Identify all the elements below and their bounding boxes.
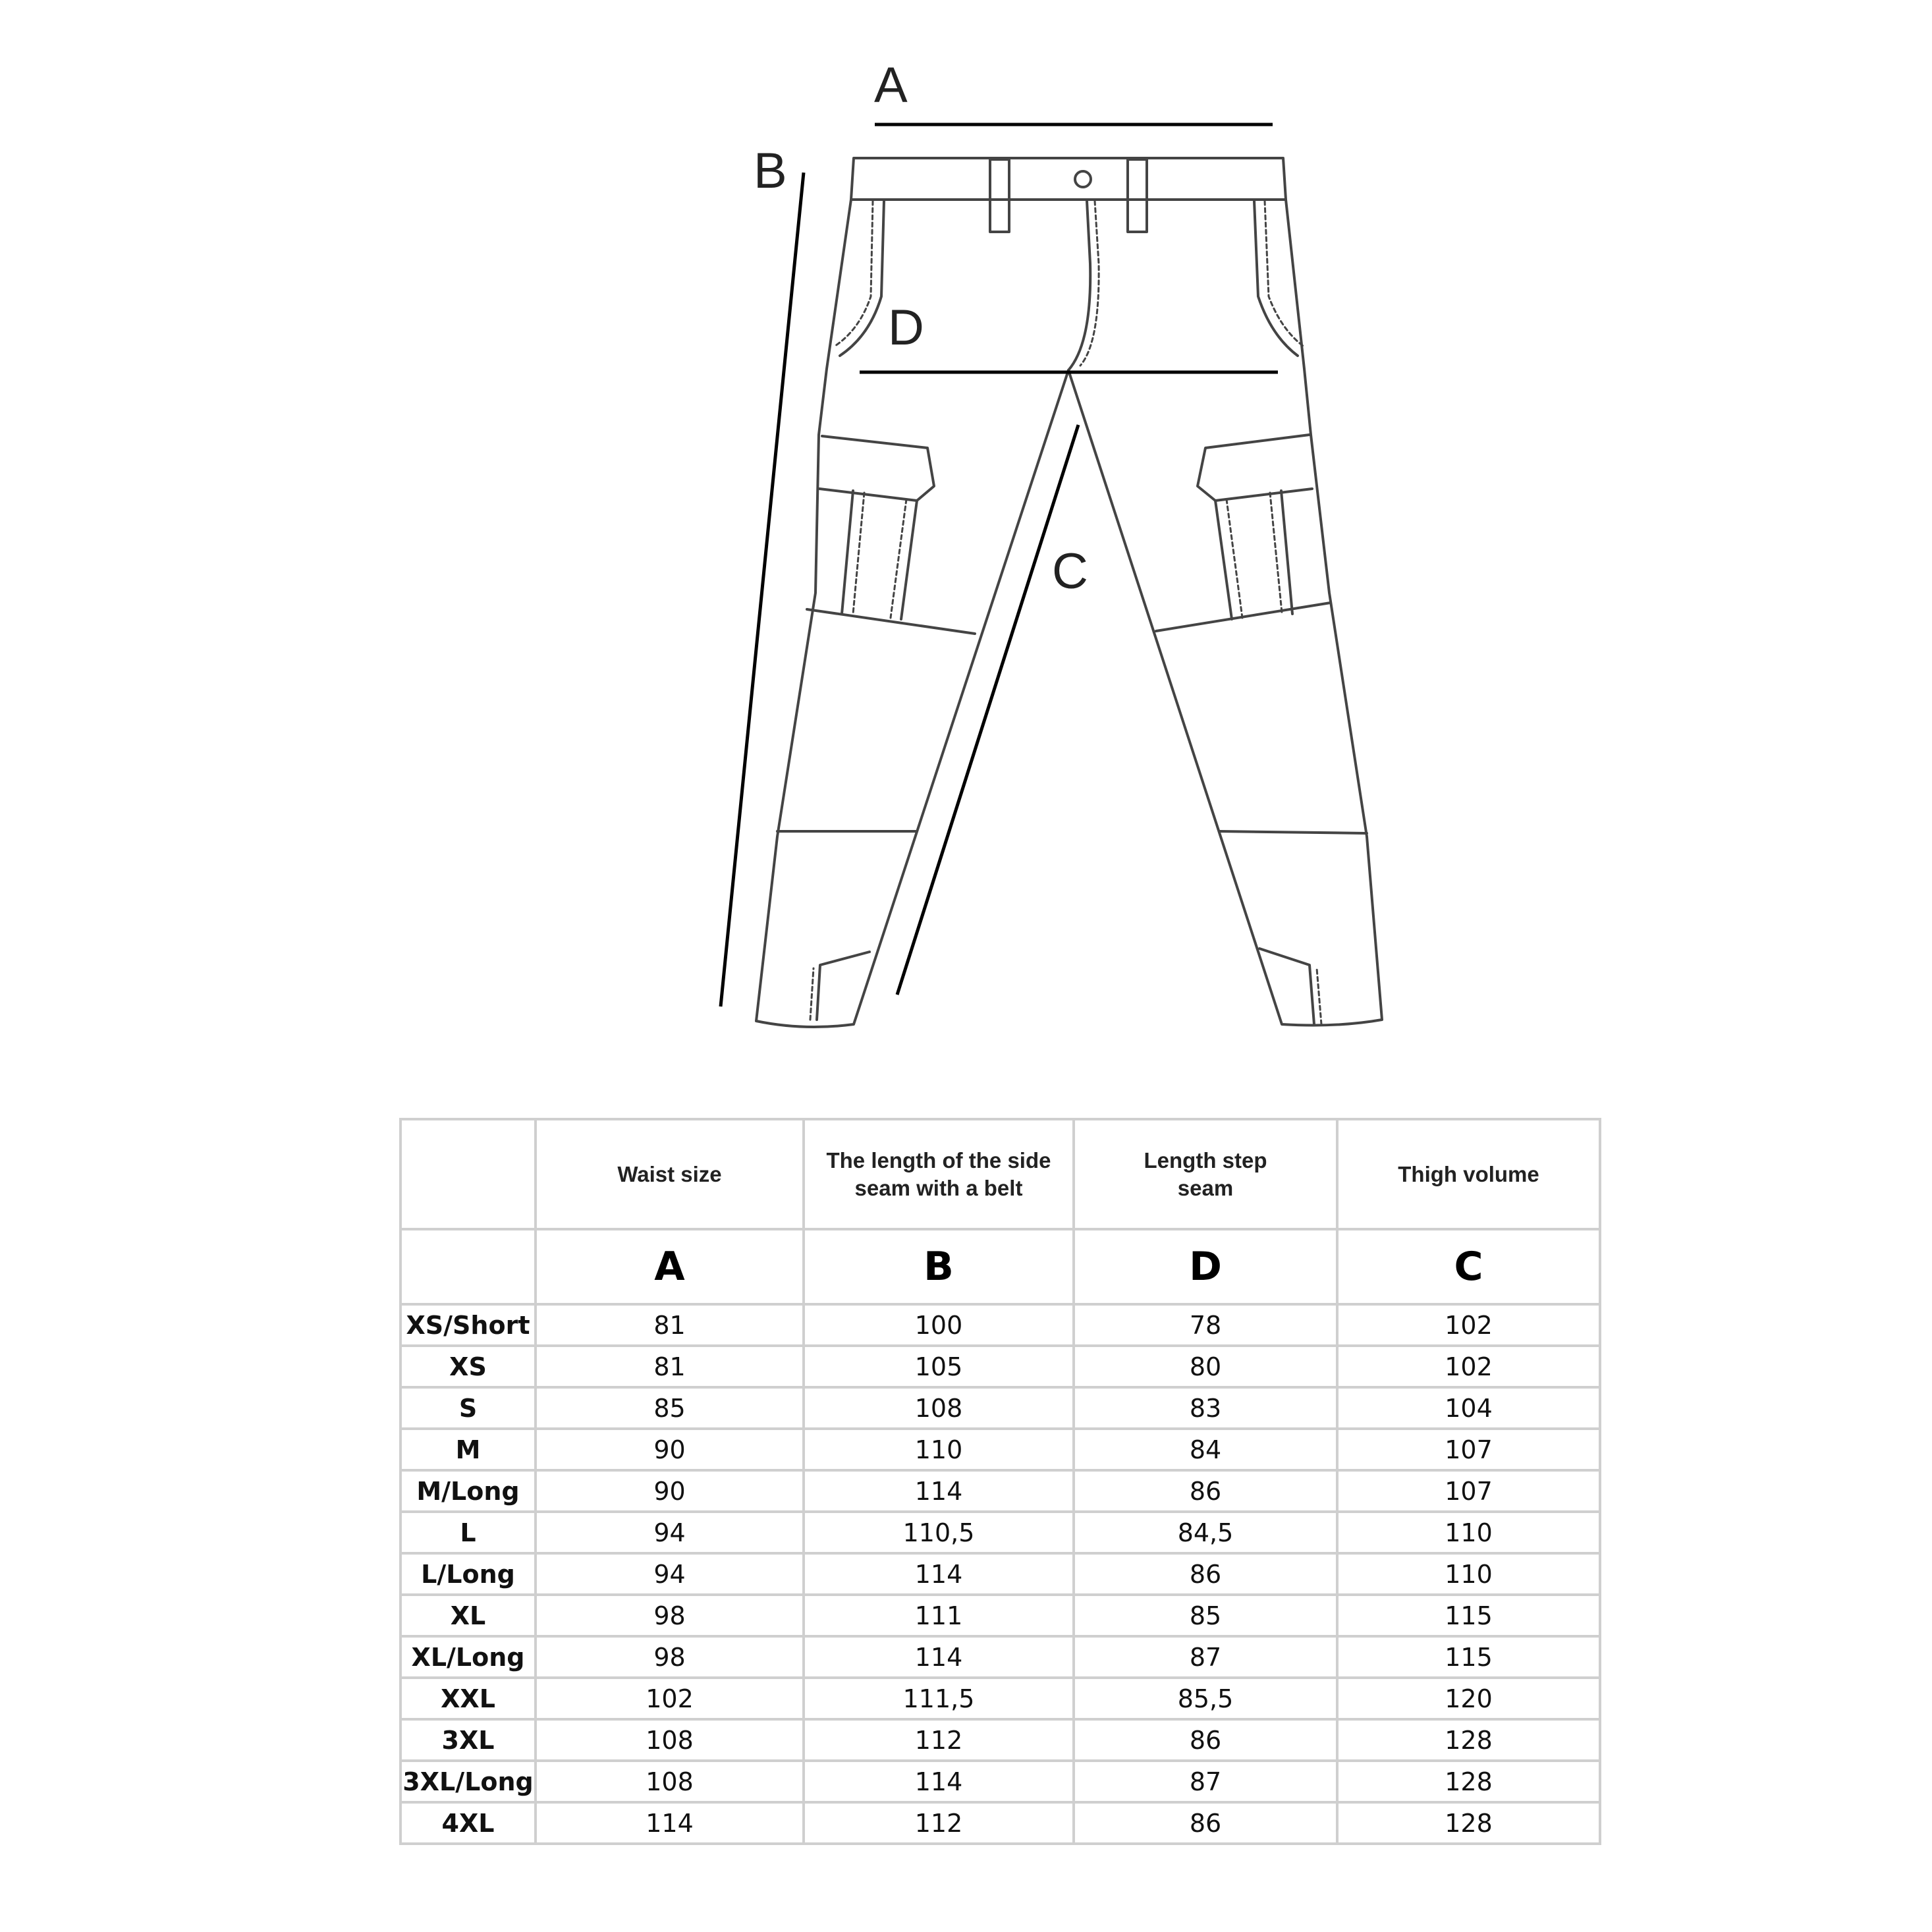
value-cell: 104 [1337,1387,1600,1429]
fly-stitch-left [1068,201,1090,370]
cargo-flap-left [819,436,934,501]
ankle-tab-left [817,952,869,1020]
value-cell: 110,5 [804,1512,1074,1553]
size-chart-table [399,1118,1601,1845]
size-cell: XL/Long [400,1636,536,1678]
ankle-tab-right [1259,949,1314,1024]
size-cell: XS [400,1346,536,1387]
table-row [400,1761,1600,1802]
table-row [400,1636,1600,1678]
value-cell: 84 [1074,1429,1337,1470]
table-row [400,1346,1600,1387]
value-cell: 80 [1074,1346,1337,1387]
value-cell: 85 [536,1387,804,1429]
value-cell: 85 [1074,1595,1337,1636]
value-cell: 115 [1337,1636,1600,1678]
size-cell: L [400,1512,536,1553]
belt-loop-right [1128,159,1147,232]
measure-line-c [897,425,1078,995]
value-cell: 114 [804,1553,1074,1595]
value-cell: 108 [804,1387,1074,1429]
table-row [400,1304,1600,1346]
table-row [400,1595,1600,1636]
letter-row [400,1229,1600,1304]
size-cell: 3XL/Long [400,1761,536,1802]
value-cell: 128 [1337,1761,1600,1802]
letter-cell-blank [400,1229,536,1304]
value-cell: 114 [536,1802,804,1844]
header-cell-size [400,1119,536,1229]
belt-loop-left [990,159,1009,232]
size-cell: M [400,1429,536,1470]
value-cell: 100 [804,1304,1074,1346]
value-cell: 115 [1337,1595,1600,1636]
value-cell: 86 [1074,1553,1337,1595]
value-cell: 98 [536,1595,804,1636]
value-cell: 78 [1074,1304,1337,1346]
value-cell: 112 [804,1719,1074,1761]
value-cell: 94 [536,1553,804,1595]
size-cell: XXL [400,1678,536,1719]
dimension-label-c: C [1052,543,1088,599]
value-cell: 90 [536,1470,804,1512]
size-cell: 4XL [400,1802,536,1844]
waist-button [1075,171,1091,187]
value-cell: 98 [536,1636,804,1678]
header-cell-side-seam: The length of the side seam with a belt [804,1119,1074,1229]
value-cell: 94 [536,1512,804,1553]
size-cell: L/Long [400,1553,536,1595]
letter-cell-d: D [1074,1229,1337,1304]
value-cell: 83 [1074,1387,1337,1429]
letter-cell-a: A [536,1229,804,1304]
table-row [400,1802,1600,1844]
table-row [400,1429,1600,1470]
value-cell: 102 [1337,1304,1600,1346]
table-row [400,1553,1600,1595]
letter-cell-b: B [804,1229,1074,1304]
header-cell-waist: Waist size [536,1119,804,1229]
size-cell: XS/Short [400,1304,536,1346]
header-row [400,1119,1600,1229]
header-cell-step-seam: Length step seam [1074,1119,1337,1229]
value-cell: 86 [1074,1470,1337,1512]
value-cell: 84,5 [1074,1512,1337,1553]
value-cell: 107 [1337,1429,1600,1470]
value-cell: 111,5 [804,1678,1074,1719]
right-leg-outline [1068,200,1382,1025]
value-cell: 102 [1337,1346,1600,1387]
size-cell: M/Long [400,1470,536,1512]
value-cell: 85,5 [1074,1678,1337,1719]
dimension-label-d: D [888,300,924,356]
value-cell: 90 [536,1429,804,1470]
header-cell-thigh: Thigh volume [1337,1119,1600,1229]
value-cell: 110 [1337,1553,1600,1595]
size-cell: XL [400,1595,536,1636]
value-cell: 120 [1337,1678,1600,1719]
value-cell: 105 [804,1346,1074,1387]
value-cell: 114 [804,1761,1074,1802]
value-cell: 107 [1337,1470,1600,1512]
value-cell: 108 [536,1719,804,1761]
value-cell: 81 [536,1346,804,1387]
letter-cell-c: C [1337,1229,1600,1304]
value-cell: 112 [804,1802,1074,1844]
measure-line-b [721,173,804,1007]
table-row [400,1678,1600,1719]
value-cell: 110 [1337,1512,1600,1553]
value-cell: 87 [1074,1636,1337,1678]
table-row [400,1719,1600,1761]
cargo-flap-right [1198,435,1312,501]
value-cell: 108 [536,1761,804,1802]
size-cell: S [400,1387,536,1429]
table-row [400,1512,1600,1553]
value-cell: 111 [804,1595,1074,1636]
pocket-right [1254,201,1298,356]
waistband [851,158,1286,200]
value-cell: 81 [536,1304,804,1346]
value-cell: 128 [1337,1802,1600,1844]
table-row [400,1387,1600,1429]
value-cell: 86 [1074,1719,1337,1761]
dimension-label-a: A [874,57,908,113]
cargo-pocket-left [807,491,975,634]
value-cell: 87 [1074,1761,1337,1802]
cargo-pocket-right [1156,491,1331,631]
size-cell: 3XL [400,1719,536,1761]
dimension-label-b: B [754,143,787,199]
value-cell: 102 [536,1678,804,1719]
table-row [400,1470,1600,1512]
value-cell: 114 [804,1470,1074,1512]
value-cell: 86 [1074,1802,1337,1844]
knee-seam-right [1220,831,1367,833]
value-cell: 110 [804,1429,1074,1470]
value-cell: 114 [804,1636,1074,1678]
value-cell: 128 [1337,1719,1600,1761]
